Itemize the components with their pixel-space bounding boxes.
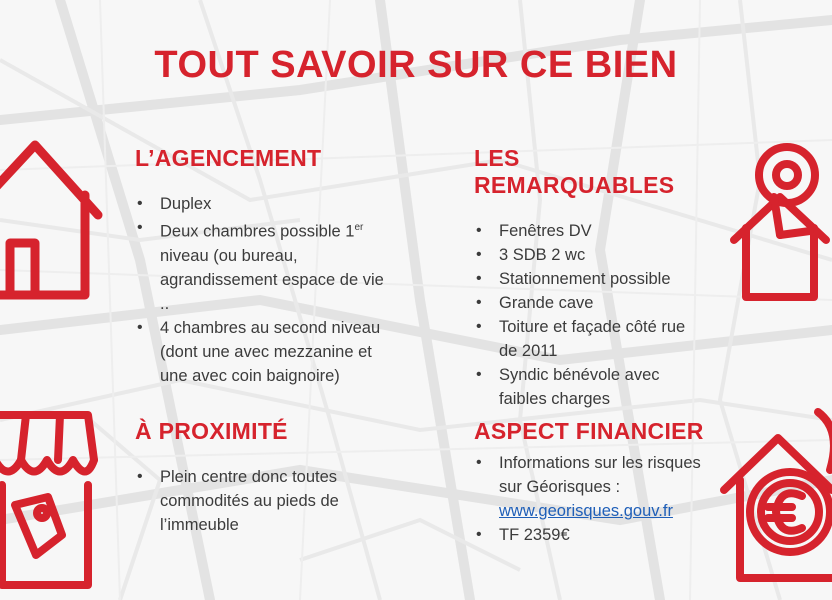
list-item: • Stationnement possible — [474, 267, 704, 291]
list-item: • Grande cave — [474, 291, 704, 315]
house-icon — [0, 135, 105, 305]
proximite-list — [135, 465, 375, 537]
list-item: • TF 2359€ — [474, 523, 714, 547]
list-item-text-rest: niveau (ou bureau, agrandissement espace de vie .. — [160, 246, 384, 313]
house-key-icon — [722, 135, 832, 305]
ordinal-suffix: er — [354, 222, 364, 233]
list-item: • Plein centre donc toutes commodités au pieds de l’immeuble — [135, 465, 375, 537]
shop-tag-icon — [0, 405, 100, 600]
house-euro-icon — [718, 400, 832, 600]
section-agencement — [135, 145, 385, 388]
list-item: • Duplex — [135, 192, 385, 216]
list-item: • 3 SDB 2 wc — [474, 243, 704, 267]
remarquables-list — [474, 219, 704, 411]
financier-list — [474, 451, 714, 547]
section-proximite — [135, 418, 375, 537]
georisques-link[interactable]: www.georisques.gouv.fr — [499, 502, 673, 520]
list-item: • Fenêtres DV — [474, 219, 704, 243]
list-item — [135, 216, 385, 316]
list-item-text: Deux chambres possible 1 — [160, 222, 355, 241]
list-item: • Syndic bénévole avec faibles charges — [474, 363, 704, 411]
agencement-list — [135, 192, 385, 388]
section-financier — [474, 418, 714, 547]
list-item — [474, 451, 714, 523]
section-remarquables — [474, 145, 704, 411]
agencement-heading: L’AGENCEMENT — [135, 145, 322, 171]
list-item: • 4 chambres au second niveau (dont une avec mezzanine et une avec coin baignoire) — [135, 316, 385, 388]
financier-heading: ASPECT FINANCIER — [474, 418, 704, 444]
list-item: • Toiture et façade côté rue de 2011 — [474, 315, 704, 363]
remarquables-heading: LES REMARQUABLES — [474, 145, 675, 198]
proximite-heading: À PROXIMITÉ — [135, 418, 288, 444]
page-title: TOUT SAVOIR SUR CE BIEN — [154, 44, 678, 86]
list-item-text: Informations sur les risques sur Géorisques : — [499, 454, 701, 496]
